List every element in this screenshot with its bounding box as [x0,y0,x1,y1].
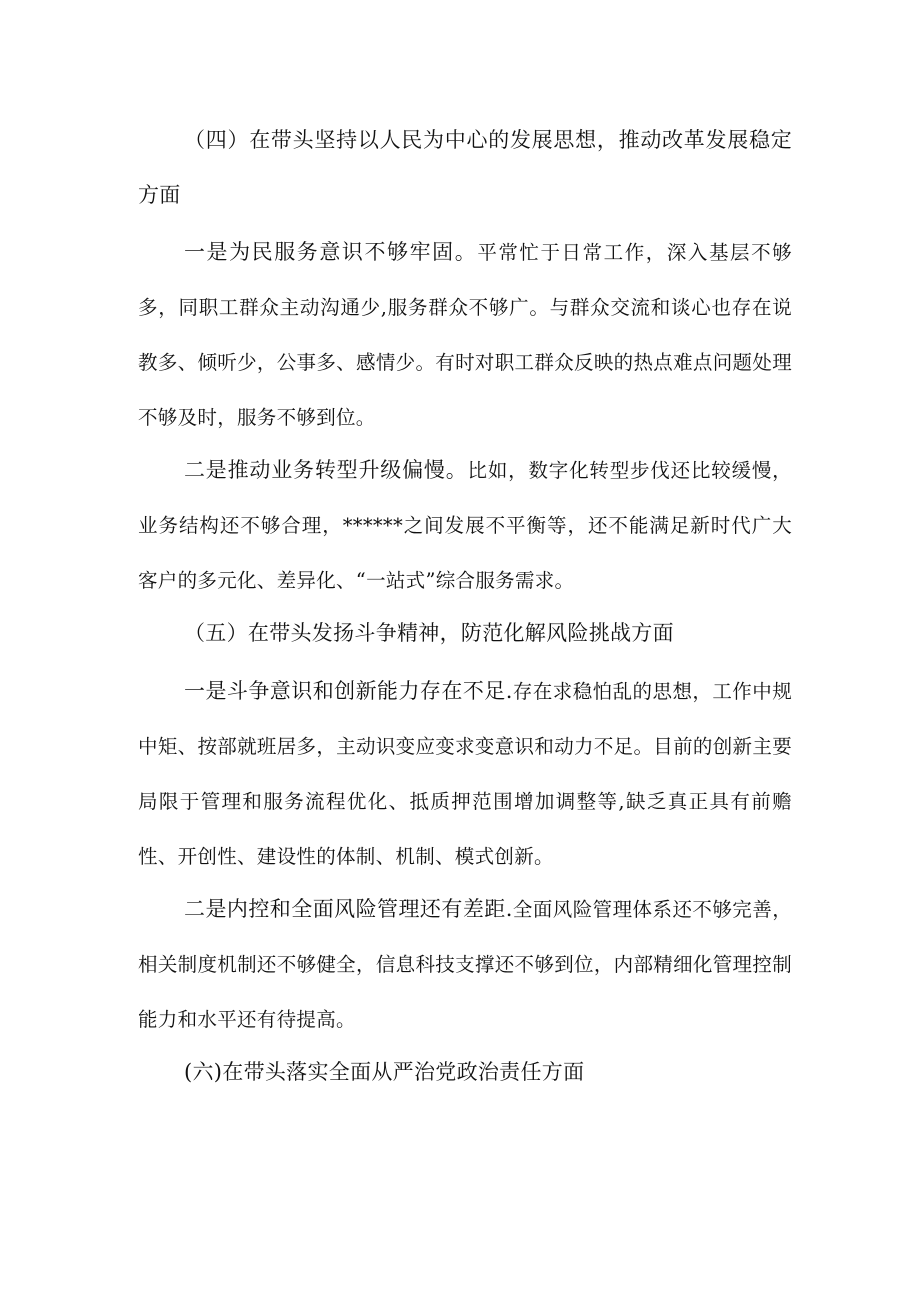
section-4-paragraph-1-lead: 一是为民服务意识不够牢固。 [184,240,478,264]
section-6-heading: (六)在带头落实全面从严治党政治责任方面 [184,1060,585,1084]
section-5-paragraph-2 [138,882,792,1047]
section-4-paragraph-2 [138,443,792,608]
section-4-paragraph-2-body: 比如，数字化转型步伐还比较缓慢，业务结构还不够合理，******之间发展不平衡等，还不能满足新时代广大客户的多元化、差异化、“一站式”综合服务需求。 [138,459,792,592]
section-5-paragraph-1-lead: 一是斗争意识和创新能力存在不足. [184,679,513,703]
section-5-paragraph-1 [138,664,792,884]
section-4-paragraph-1-body: 平常忙于日常工作，深入基层不够多，同职工群众主动沟通少,服务群众不够广。与群众交流和谈心也存在说教多、倾听少，公事多、感情少。有时对职工群众反映的热点难点问题处理不够及时，服务不够到位。 [138,241,792,429]
section-4-heading: （四）在带头坚持以人民为中心的发展思想，推动改革发展稳定方面 [138,128,792,207]
section-4-paragraph-1 [138,225,792,445]
section-5-paragraph-2-lead: 二是内控和全面风险管理还有差距. [184,897,513,921]
section-5-paragraph-2-body: 全面风险管理体系还不够完善，相关制度机制还不够健全，信息科技支撑还不够到位，内部精细化管理控制能力和水平还有待提高。 [138,898,793,1031]
section-5-heading: （五）在带头发扬斗争精神，防范化解风险挑战方面 [184,621,674,645]
section-5-paragraph-1-body: 存在求稳怕乱的思想，工作中规中矩、按部就班居多，主动识变应变求变意识和动力不足。目前的创新主要局限于管理和服务流程优化、抵质押范围增加调整等,缺乏真正具有前赡性、开创性、建设性的体制、机制、模式创新。 [138,680,793,868]
section-4-paragraph-2-lead: 二是推动业务转型升级偏慢。 [184,458,468,482]
